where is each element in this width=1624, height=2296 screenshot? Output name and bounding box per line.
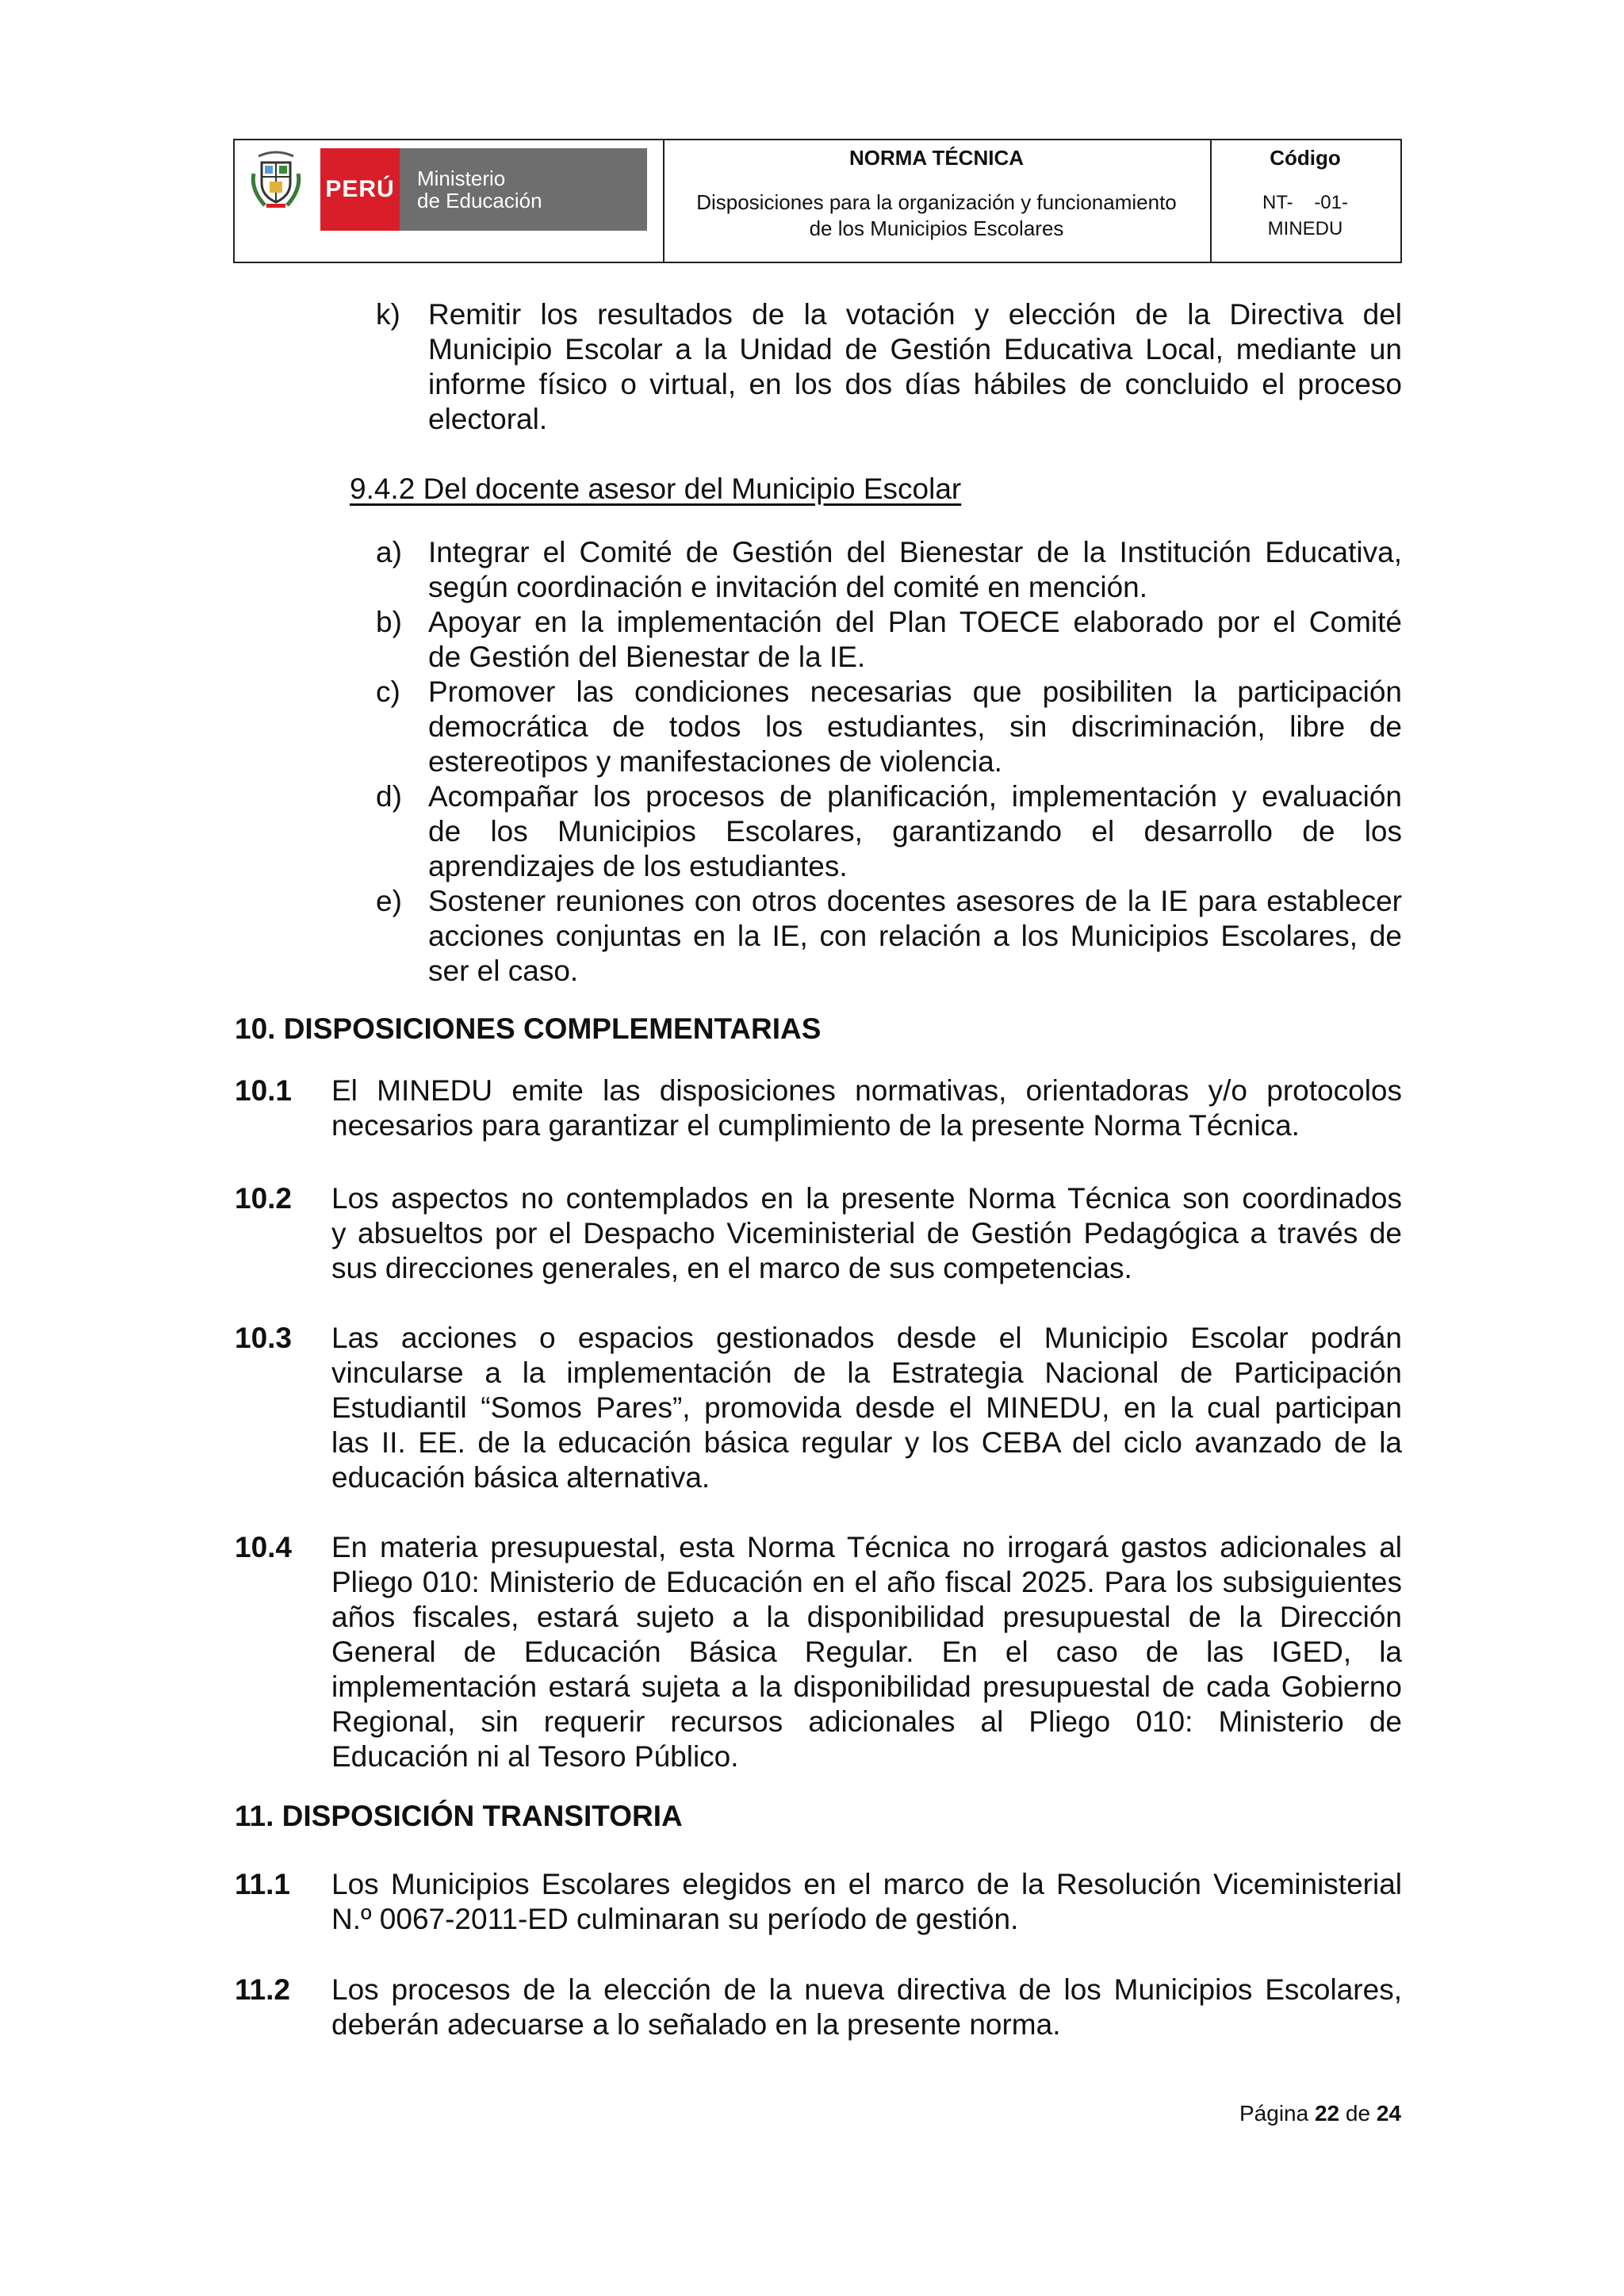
document-title: [663, 189, 1210, 242]
text-line: de los Municipios Escolares, garantizando el desarrollo de los: [428, 815, 1402, 848]
section-heading-10: 10. DISPOSICIONES COMPLEMENTARIAS: [235, 1012, 822, 1045]
item-body: [331, 1867, 1402, 1937]
list-item-b: [376, 605, 1402, 675]
item-number: 10.2: [235, 1182, 293, 1215]
text-line: Remitir los resultados de la votación y elección de la Directiva del: [428, 298, 1402, 331]
header-title-cell: [663, 140, 1212, 262]
text-line: acciones conjuntas en la IE, con relación a los Municipios Escolares, de: [428, 920, 1402, 952]
item-body: [331, 1973, 1402, 2042]
text-line: implementación estará sujeta a la disponibilidad presupuestal de cada Gobierno: [331, 1670, 1402, 1703]
subsection-heading: 9.4.2 Del docente asesor del Municipio Escolar: [350, 473, 962, 505]
text-line: deberán adecuarse a lo señalado en la presente norma.: [331, 2008, 1061, 2041]
code-line1: NT- -01-: [1262, 192, 1348, 213]
text-line: En materia presupuestal, esta Norma Técnica no irrogará gastos adicionales al: [331, 1531, 1402, 1563]
text-line: estereotipos y manifestaciones de violencia.: [428, 745, 1002, 778]
item-number: 10.1: [235, 1074, 293, 1107]
page-word: Página: [1239, 2101, 1309, 2126]
ministry-logo-line2: de Educación: [417, 189, 542, 212]
text-line: las II. EE. de la educación básica regular y los CEBA del ciclo avanzado de la: [331, 1426, 1402, 1459]
list-item-label: k): [376, 298, 400, 331]
list-item-body: [428, 605, 1402, 675]
list-item-c: [376, 675, 1402, 779]
numbered-item-11-1: [235, 1867, 1402, 1937]
numbered-item-10-3: [235, 1321, 1402, 1495]
text-line: Promover las condiciones necesarias que posibiliten la participación: [428, 675, 1402, 708]
item-number: 10.3: [235, 1322, 293, 1354]
list-item-body: [428, 675, 1402, 779]
of-word: de: [1345, 2101, 1371, 2126]
total-pages: 24: [1376, 2101, 1401, 2126]
document-header: [233, 139, 1402, 263]
document-title-line1: Disposiciones para la organización y funcionamiento: [696, 190, 1177, 214]
text-line: Los aspectos no contemplados en la presente Norma Técnica son coordinados: [331, 1182, 1402, 1215]
text-line: Educación ni al Tesoro Público.: [331, 1740, 739, 1773]
item-number: 11.1: [235, 1868, 290, 1900]
text-line: Estudiantil “Somos Pares”, promovida desde el MINEDU, en la cual participan: [331, 1391, 1402, 1424]
text-line: aprendizajes de los estudiantes.: [428, 850, 848, 882]
text-line: Regional, sin requerir recursos adicionales al Pliego 010: Ministerio de: [331, 1705, 1402, 1738]
text-line: Municipio Escolar a la Unidad de Gestión Educativa Local, mediante un: [428, 333, 1402, 365]
item-body: [331, 1073, 1402, 1143]
text-line: Los Municipios Escolares elegidos en el marco de la Resolución Viceministerial: [331, 1868, 1402, 1900]
list-item-k: [376, 297, 1402, 437]
numbered-item-11-2: [235, 1973, 1402, 2042]
ministry-logo: [400, 148, 647, 231]
header-logo-cell: [235, 140, 665, 262]
text-line: ser el caso.: [428, 955, 579, 987]
text-line: Apoyar en la implementación del Plan TOECE elaborado por el Comité: [428, 606, 1402, 638]
text-line: según coordinación e invitación del comité en mención.: [428, 571, 1148, 603]
list-item-body: [428, 297, 1402, 437]
list-item-body: [428, 884, 1402, 989]
document-title-line2: de los Municipios Escolares: [809, 216, 1064, 240]
page-number: [1239, 2101, 1401, 2126]
item-body: [331, 1321, 1402, 1495]
item-number: 11.2: [235, 1973, 290, 2006]
list-item-a: [376, 535, 1402, 605]
code-label: Código: [1270, 146, 1341, 170]
text-line: vincularse a la implementación de la Estrategia Nacional de Participación: [331, 1357, 1402, 1389]
list-item-label: c): [376, 675, 400, 708]
peru-logo: PERÚ: [320, 148, 400, 231]
section-heading-11: 11. DISPOSICIÓN TRANSITORIA: [235, 1800, 683, 1832]
text-line: Pliego 010: Ministerio de Educación en el año fiscal 2025. Para los subsiguientes: [331, 1566, 1402, 1598]
document-type: NORMA TÉCNICA: [848, 146, 1025, 170]
text-line: informe físico o virtual, en los dos días hábiles de concluido el proceso: [428, 368, 1402, 400]
peru-coat-of-arms-icon: [251, 150, 301, 210]
item-body: [331, 1530, 1402, 1774]
list-item-d: [376, 779, 1402, 884]
text-line: necesarios para garantizar el cumplimiento de la presente Norma Técnica.: [331, 1109, 1300, 1142]
text-line: Integrar el Comité de Gestión del Bienestar de la Institución Educativa,: [428, 536, 1402, 568]
text-line: educación básica alternativa.: [331, 1461, 710, 1494]
text-line: de Gestión del Bienestar de la IE.: [428, 641, 866, 673]
numbered-item-10-2: [235, 1181, 1402, 1286]
code-line2: MINEDU: [1267, 218, 1343, 239]
text-line: Sostener reuniones con otros docentes asesores de la IE para establecer: [428, 885, 1402, 917]
list-item-body: [428, 779, 1402, 884]
header-code-cell: [1210, 140, 1400, 262]
text-line: Las acciones o espacios gestionados desde el Municipio Escolar podrán: [331, 1322, 1402, 1354]
text-line: años fiscales, estará sujeto a la disponibilidad presupuestal de la Dirección: [331, 1601, 1402, 1633]
list-item-label: b): [376, 606, 402, 638]
list-item-e: [376, 884, 1402, 989]
text-line: electoral.: [428, 403, 548, 435]
text-line: sus direcciones generales, en el marco de sus competencias.: [331, 1252, 1132, 1284]
item-number: 10.4: [235, 1531, 293, 1563]
item-body: [331, 1181, 1402, 1286]
text-line: El MINEDU emite las disposiciones normativas, orientadoras y/o protocolos: [331, 1074, 1402, 1107]
text-line: General de Educación Básica Regular. En el caso de las IGED, la: [331, 1636, 1402, 1668]
text-line: Los procesos de la elección de la nueva directiva de los Municipios Escolares,: [331, 1973, 1402, 2006]
text-line: Acompañar los procesos de planificación, implementación y evaluación: [428, 780, 1402, 813]
list-item-body: [428, 535, 1402, 605]
numbered-item-10-1: [235, 1073, 1402, 1143]
list-item-label: d): [376, 780, 402, 813]
text-line: y absueltos por el Despacho Viceministerial de Gestión Pedagógica a través de: [331, 1217, 1402, 1249]
ministry-logo-line1: Ministerio: [417, 166, 506, 190]
list-item-label: e): [376, 885, 402, 917]
text-line: democrática de todos los estudiantes, sin discriminación, libre de: [428, 710, 1402, 743]
code-value: [1210, 189, 1400, 242]
text-line: N.º 0067-2011-ED culminaran su período de gestión.: [331, 1903, 1019, 1935]
current-page: 22: [1314, 2101, 1340, 2126]
list-item-label: a): [376, 536, 402, 568]
numbered-item-10-4: [235, 1530, 1402, 1774]
